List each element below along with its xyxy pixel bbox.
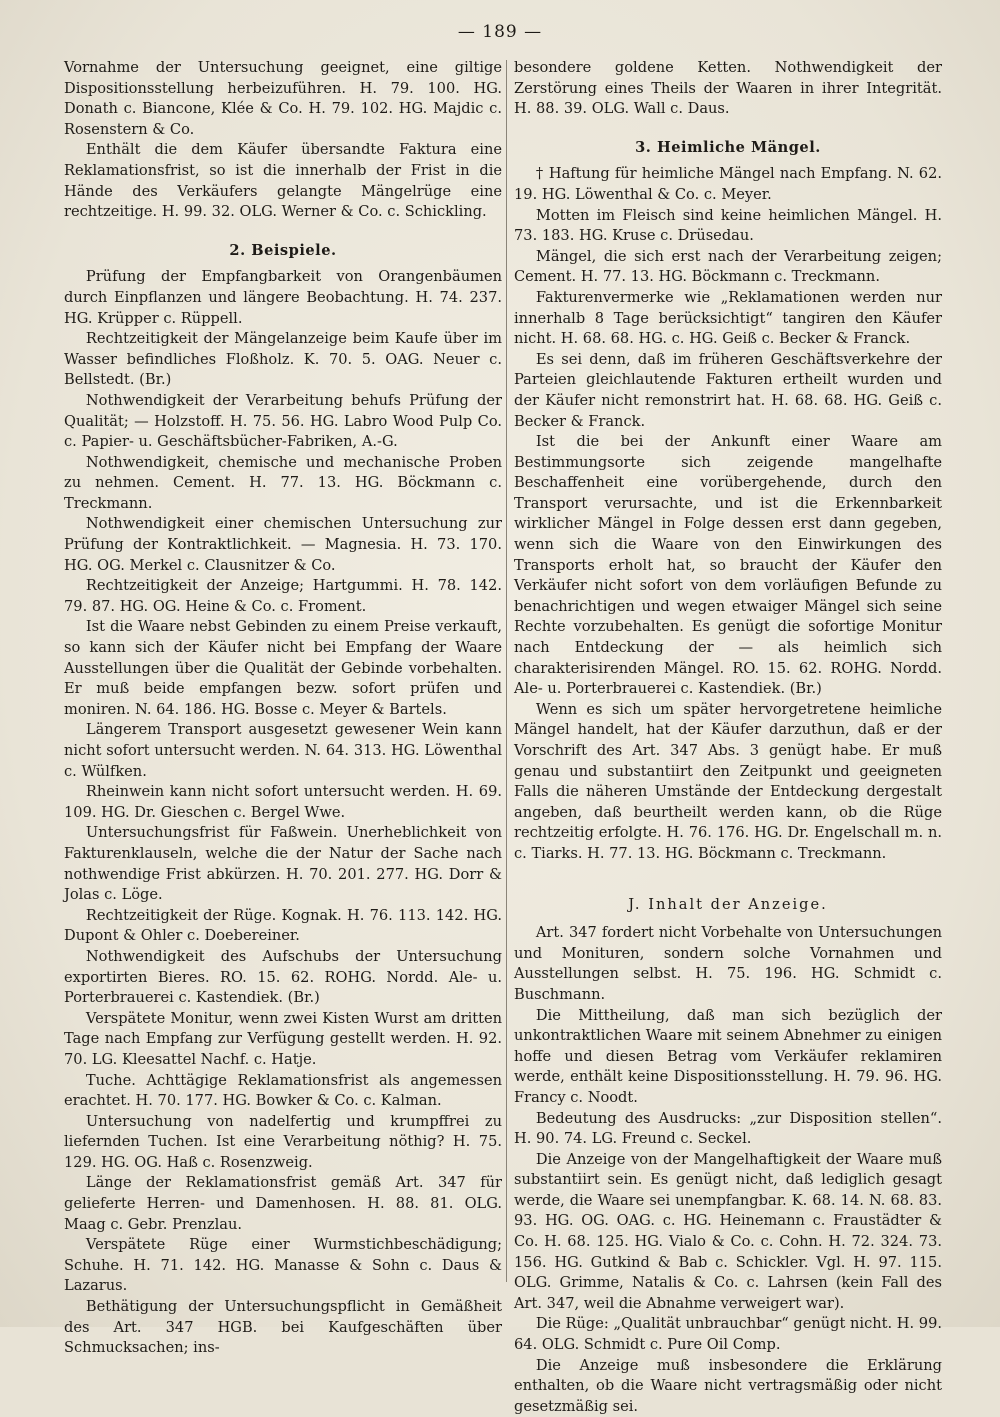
paragraph: Rechtzeitigkeit der Anzeige; Hartgummi. H. 78. 142. 79. 87. HG. OG. Heine & Co. c. Froment. (64, 577, 502, 615)
paragraph: besondere goldene Ketten. Nothwendigkeit der Zerstörung eines Theils der Waaren in ihrer Integrität. H. 88. 39. OLG. Wall c. Daus. (514, 59, 942, 118)
paragraph: Art. 347 fordert nicht Vorbehalte von Untersuchungen und Monituren, sondern solche Vornahmen und Ausstellungen selbst. H. 75. 196. HG. Schmidt c. Buschmann. (514, 924, 942, 1003)
paragraph: Enthält die dem Käufer übersandte Faktura eine Reklamationsfrist, so ist die innerhalb der Frist in die Hände des Verkäufers gelangte Mängelrüge eine rechtzeitige. H. 99. 32. OLG. Werner & Co. c. Schickling. (64, 141, 502, 221)
right-column (514, 58, 942, 1417)
paragraph: Rheinwein kann nicht sofort untersucht werden. H. 69. 109. HG. Dr. Gieschen c. Bergel Wwe. (64, 783, 502, 821)
paragraph: Ist die Waare nebst Gebinden zu einem Preise verkauft, so kann sich der Käufer nicht bei Empfang der Waare Ausstellungen über die Qualität der Gebinde vorbehalten. Er muß beide empfangen bezw. sofort prüfen und moniren. N. 64. 186. HG. Bosse c. Meyer & Bartels. (64, 618, 502, 718)
section-heading: 2. Beispiele. (229, 241, 337, 259)
paragraph: Mängel, die sich erst nach der Verarbeitung zeigen; Cement. H. 77. 13. HG. Böckmann c. Treckmann. (514, 247, 942, 286)
paragraph: Nothwendigkeit einer chemischen Untersuchung zur Prüfung der Kontraktlichkeit. — Magnesia. H. 73. 170. HG. OG. Merkel c. Clausnitzer & Co. (64, 515, 502, 574)
paragraph: Prüfung der Empfangbarkeit von Orangenbäumen durch Einpflanzen und längere Beobachtung. H. 74. 237. HG. Krüpper c. Rüppell. (64, 268, 502, 327)
paragraph: † Haftung für heimliche Mängel nach Empfang. N. 62. 19. HG. Löwenthal & Co. c. Meyer. (514, 165, 942, 203)
paragraph: Die Anzeige muß insbesondere die Erklärung enthalten, ob die Waare nicht vertragsmäßig oder nicht gesetzmäßig sei. (514, 1356, 942, 1415)
paragraph: Nothwendigkeit des Aufschubs der Untersuchung exportirten Bieres. RO. 15. 62. ROHG. Nordd. Ale- u. Porterbrauerei c. Kastendiek. (Br.) (64, 947, 502, 1007)
paragraph: Untersuchungsfrist für Faßwein. Unerheblichkeit von Fakturenklauseln, welche die der Natur der Sache nach nothwendige Frist abkürzen. H. 70. 201. 277. HG. Dorr & Jolas c. Löge. (64, 824, 502, 904)
paragraph: Vornahme der Untersuchung geeignet, eine giltige Dispositionsstellung herbeizuführen. H. 79. 100. HG. Donath c. Biancone, Klée & Co. H. 79. 102. HG. Majdic c. Rosenstern & Co. (64, 59, 502, 138)
paragraph: Verspätete Monitur, wenn zwei Kisten Wurst am dritten Tage nach Empfang zur Verfügung gestellt werden. H. 92. 70. LG. Kleesattel Nachf. c. Hatje. (64, 1009, 502, 1068)
paragraph: Fakturenvermerke wie „Reklamationen werden nur innerhalb 8 Tage berücksichtigt“ tangiren den Käufer nicht. H. 68. 68. HG. c. HG. Geiß c. Becker & Franck. (514, 288, 942, 348)
paragraph: Bedeutung des Ausdrucks: „zur Disposition stellen“. H. 90. 74. LG. Freund c. Seckel. (514, 1109, 942, 1148)
paragraph: Rechtzeitigkeit der Rüge. Kognak. H. 76. 113. 142. HG. Dupont & Ohler c. Doebereiner. (64, 906, 502, 945)
paragraph: Motten im Fleisch sind keine heimlichen Mängel. H. 73. 183. HG. Kruse c. Drüsedau. (514, 206, 942, 245)
page-number: — 189 — (457, 22, 543, 42)
paragraph: Nothwendigkeit, chemische und mechanische Proben zu nehmen. Cement. H. 77. 13. HG. Böckmann c. Treckmann. (64, 453, 502, 512)
paragraph: Länge der Reklamationsfrist gemäß Art. 347 für gelieferte Herren- und Damenhosen. H. 88. 81. OLG. Maag c. Gebr. Prenzlau. (64, 1174, 502, 1233)
column-divider (506, 60, 507, 1282)
paragraph: Tuche. Achttägige Reklamationsfrist als angemessen erachtet. H. 70. 177. HG. Bowker & Co. c. Kalman. (64, 1071, 502, 1110)
section-heading: 3. Heimliche Mängel. (635, 138, 821, 156)
paragraph: Die Rüge: „Qualität unbrauchbar“ genügt nicht. H. 99. 64. OLG. Schmidt c. Pure Oil Comp. (514, 1315, 943, 1354)
paragraph: Die Mittheilung, daß man sich bezüglich der unkontraktlichen Waare mit seinem Abnehmer zu einigen hoffe und diesen Betrag vom Verkäufer reklamiren werde, enthält keine Dispositionsstellung. H. 79. 96. HG. Francy c. Noodt. (514, 1006, 942, 1106)
paragraph: Ist die bei der Ankunft einer Waare am Bestimmungsorte sich zeigende mangelhafte Beschaffenheit eine vorübergehende, durch den Transport verursachte, und ist die Erkennbarkeit wirklicher Mängel in Folge dessen erst dann gegeben, wenn sich die Waare von den Einwirkungen des Transports erholt hat, so braucht der Käufer den Verkäufer nicht sofort von dem vorläufigen Befunde zu benachrichtigen und wegen etwaiger Mängel sich seine Rechte vorzubehalten. Es genügt die sofortige Monitur nach Entdeckung der — als heimlich sich charakterisirenden Mängel. RO. 15. 62. ROHG. Nordd. Ale- u. Porterbrauerei c. Kastendiek. (Br.) (514, 433, 942, 698)
paragraph: Es sei denn, daß im früheren Geschäftsverkehre der Parteien gleichlautende Fakturen ertheilt wurden und der Käufer nicht remonstrirt hat. H. 68. 68. HG. Geiß c. Becker & Franck. (514, 350, 942, 430)
paragraph: Rechtzeitigkeit der Mängelanzeige beim Kaufe über im Wasser befindliches Floßholz. K. 70. 5. OAG. Neuer c. Bellstedt. (Br.) (64, 330, 502, 389)
left-column (64, 58, 502, 1359)
paragraph: Verspätete Rüge einer Wurmstichbeschädigung; Schuhe. H. 71. 142. HG. Manasse & Sohn c. Daus & Lazarus. (64, 1236, 502, 1295)
paragraph: Wenn es sich um später hervorgetretene heimliche Mängel handelt, hat der Käufer darzuthun, daß er der Vorschrift des Art. 347 Abs. 3 genügt habe. Er muß genau und substantiirt den Zeitpunkt und geeigneten Falls die näheren Umstände der Entdeckung dergestalt angeben, daß beurtheilt werden kann, ob die Rüge rechtzeitig erfolgte. H. 76. 176. HG. Dr. Engelschall m. n. c. Tiarks. H. 77. 13. HG. Böckmann c. Treckmann. (514, 700, 942, 862)
paragraph: Untersuchung von nadelfertig und krumpffrei zu liefernden Tuchen. Ist eine Verarbeitung nöthig? H. 75. 129. HG. OG. Haß c. Rosenzweig. (64, 1112, 502, 1171)
paragraph: Die Anzeige von der Mangelhaftigkeit der Waare muß substantiirt sein. Es genügt nicht, daß lediglich gesagt werde, die Waare sei unempfangbar. K. 68. 14. N. 68. 83. 93. HG. OG. OAG. c. HG. Heinemann c. Fraustädter & Co. H. 68. 125. HG. Vialo & Co. c. Cohn. H. 72. 324. 73. 156. HG. Gutkind & Bab c. Schickler. Vgl. H. 97. 115. OLG. Grimme, Natalis & Co. c. Lahrsen (kein Fall des Art. 347, weil die Abnahme verweigert war). (514, 1150, 942, 1312)
paragraph: Bethätigung der Untersuchungspflicht in Gemäßheit des Art. 347 HGB. bei Kaufgeschäften über Schmucksachen; ins- (64, 1298, 502, 1357)
section-heading: J. Inhalt der Anzeige. (628, 895, 828, 913)
paragraph: Nothwendigkeit der Verarbeitung behufs Prüfung der Qualität; — Holzstoff. H. 75. 56. HG. Labro Wood Pulp Co. c. Papier- u. Geschäftsbücher-Fabriken, A.-G. (64, 391, 502, 451)
paragraph: Längerem Transport ausgesetzt gewesener Wein kann nicht sofort untersucht werden. N. 64. 313. HG. Löwenthal c. Wülfken. (64, 721, 502, 780)
